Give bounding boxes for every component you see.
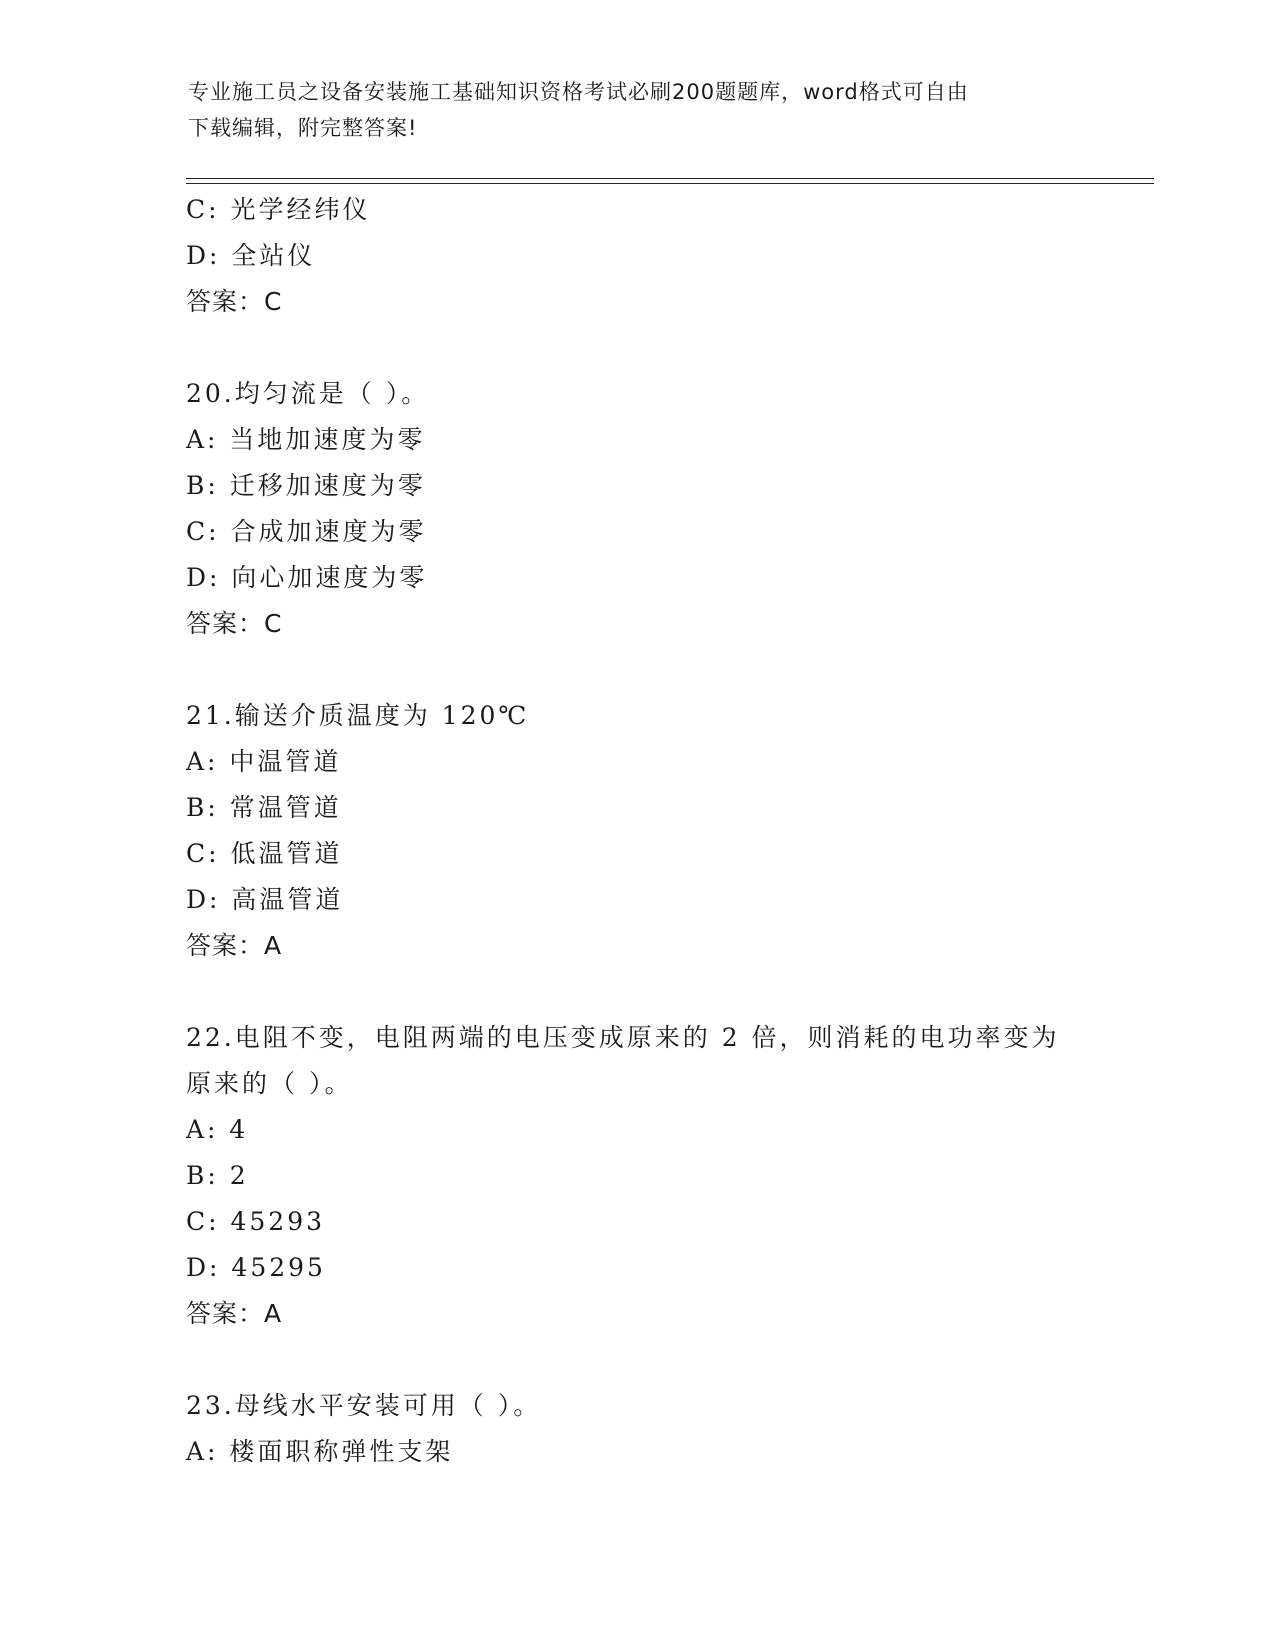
question-text-line-1: 22.电阻不变，电阻两端的电压变成原来的 2 倍，则消耗的电功率变为 (186, 1023, 1060, 1052)
question-spacer (186, 1337, 1086, 1383)
header-divider-top (186, 178, 1154, 179)
question-text: 21.输送介质温度为 120℃ (186, 701, 530, 730)
option-b: B: 迁移加速度为零 (186, 471, 426, 500)
option-d: D: 向心加速度为零 (186, 563, 428, 592)
document-header (188, 74, 1088, 146)
option-d: D: 45295 (186, 1253, 326, 1282)
question-20 (186, 371, 1086, 647)
question-text: 23.母线水平安装可用（ ）。 (186, 1391, 542, 1420)
question-19-partial (186, 187, 1086, 325)
option-b: B: 常温管道 (186, 793, 342, 822)
question-spacer (186, 325, 1086, 371)
answer: 答案：A (186, 931, 283, 960)
answer: 答案：C (186, 609, 283, 638)
option-c: C: 低温管道 (186, 839, 343, 868)
option-d: D: 高温管道 (186, 885, 344, 914)
answer: 答案：A (186, 1299, 283, 1328)
option-d: D: 全站仪 (186, 241, 316, 270)
header-line-1: 专业施工员之设备安装施工基础知识资格考试必刷200题题库，word格式可自由 (188, 80, 969, 104)
option-c: C: 光学经纬仪 (186, 195, 371, 224)
question-list (186, 187, 1086, 1475)
question-spacer (186, 647, 1086, 693)
option-a: A: 楼面职称弹性支架 (186, 1437, 454, 1466)
question-text-line-2: 原来的（ ）。 (186, 1069, 353, 1098)
question-21 (186, 693, 1086, 969)
question-text: 20.均匀流是（ ）。 (186, 379, 430, 408)
option-a: A: 4 (186, 1115, 249, 1144)
option-b: B: 2 (186, 1161, 249, 1190)
question-22 (186, 1015, 1086, 1337)
question-23 (186, 1383, 1086, 1475)
option-a: A: 中温管道 (186, 747, 342, 776)
header-divider-bottom (186, 183, 1154, 184)
answer: 答案：C (186, 287, 283, 316)
option-a: A: 当地加速度为零 (186, 425, 426, 454)
question-spacer (186, 969, 1086, 1015)
option-c: C: 合成加速度为零 (186, 517, 427, 546)
header-line-2: 下载编辑，附完整答案! (188, 116, 418, 140)
option-c: C: 45293 (186, 1207, 326, 1236)
